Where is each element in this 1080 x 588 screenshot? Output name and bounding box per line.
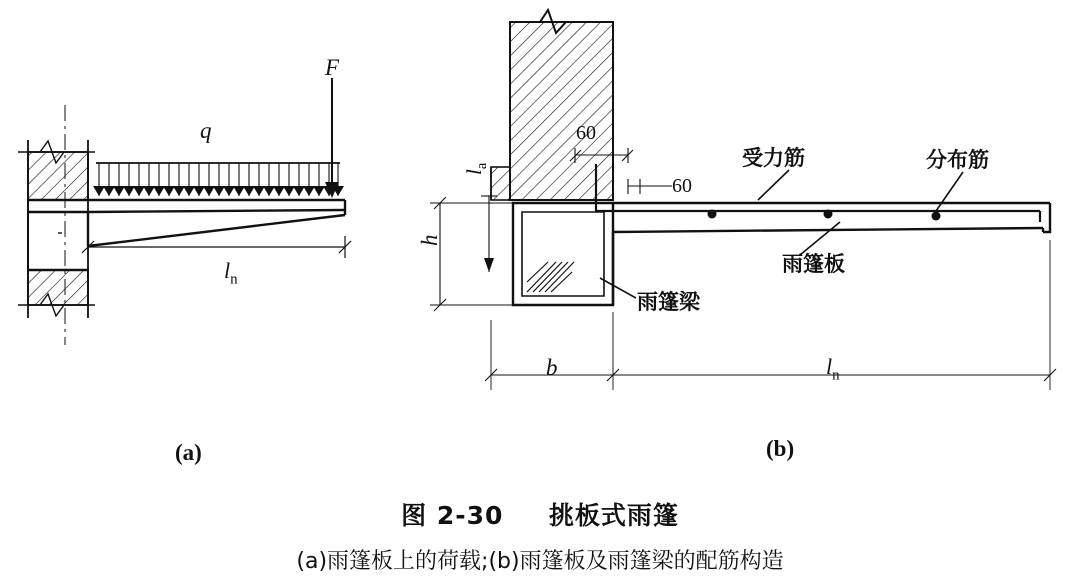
label-span-ln-a-subscript: n — [230, 271, 238, 288]
label-dim-b: b — [546, 355, 558, 380]
panel-letter-b: (b) — [766, 436, 795, 461]
label-dim-ln-b-subscript: n — [832, 367, 840, 384]
label-dim-h: h — [417, 234, 442, 246]
label-point-load-F: F — [325, 55, 340, 80]
figure-caption-number: 图 2-30 — [401, 501, 504, 530]
label-distributed-load-q: q — [200, 118, 212, 143]
label-fenbu-jin: 分布筋 — [926, 148, 989, 172]
label-dim-60-right: 60 — [672, 175, 692, 197]
label-yupeng-liang: 雨篷梁 — [637, 290, 700, 314]
figure-caption-subtitle: (a)雨篷板上的荷载;(b)雨篷板及雨篷梁的配筋构造 — [296, 549, 784, 574]
panel-b-drawing — [430, 10, 1056, 390]
label-dim-ln-b — [826, 354, 840, 384]
figure-caption-title: 挑板式雨篷 — [548, 501, 679, 530]
label-span-ln-a-symbol: l — [224, 258, 231, 283]
panel-a-drawing — [18, 78, 351, 345]
label-dim-60-top: 60 — [576, 122, 596, 144]
label-span-ln-a — [224, 258, 238, 288]
label-yupeng-ban: 雨篷板 — [782, 252, 845, 276]
figure-caption-main — [0, 496, 1080, 532]
panel-letter-a: (a) — [175, 440, 202, 465]
label-shouli-jin: 受力筋 — [742, 146, 805, 170]
label-dim-ln-b-symbol: l — [826, 354, 833, 379]
label-dim-la-subscript: a — [474, 162, 491, 170]
label-dim-la-symbol: l — [462, 169, 486, 175]
label-dim-la — [462, 163, 491, 175]
